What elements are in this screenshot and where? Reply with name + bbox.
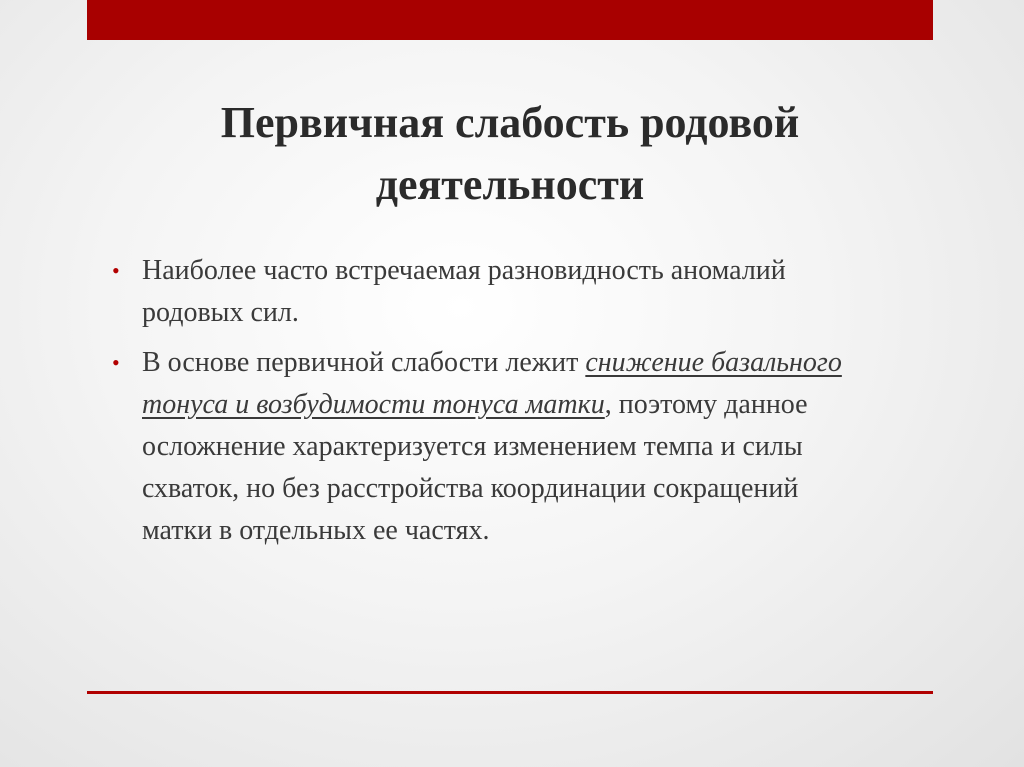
slide-title-line1: Первичная слабость родовой — [220, 98, 800, 147]
bullet-list — [112, 250, 842, 560]
bullet-dot-icon: • — [112, 258, 120, 283]
bottom-divider-line — [87, 691, 933, 694]
bullet-item-2 — [112, 342, 842, 552]
bullet-item-1 — [112, 250, 842, 334]
bullet-text-2-prefix: В основе первичной слабости лежит — [142, 347, 586, 378]
bullet-text-2-emphasis: снижение базального тонуса и возбудимости тонуса матки — [142, 347, 842, 420]
slide-title — [90, 92, 930, 216]
top-accent-bar — [87, 0, 933, 40]
bullet-text-2-suffix: , поэтому данное осложнение характеризуется изменением темпа и силы схваток, но без расстройства координации сокращений матки в отдельных ее частях. — [142, 389, 808, 546]
bullet-text-1: Наиболее часто встречаемая разновидность аномалий родовых сил. — [142, 255, 786, 328]
slide-title-line2: деятельности — [375, 160, 645, 209]
bullet-dot-icon: • — [112, 350, 120, 375]
